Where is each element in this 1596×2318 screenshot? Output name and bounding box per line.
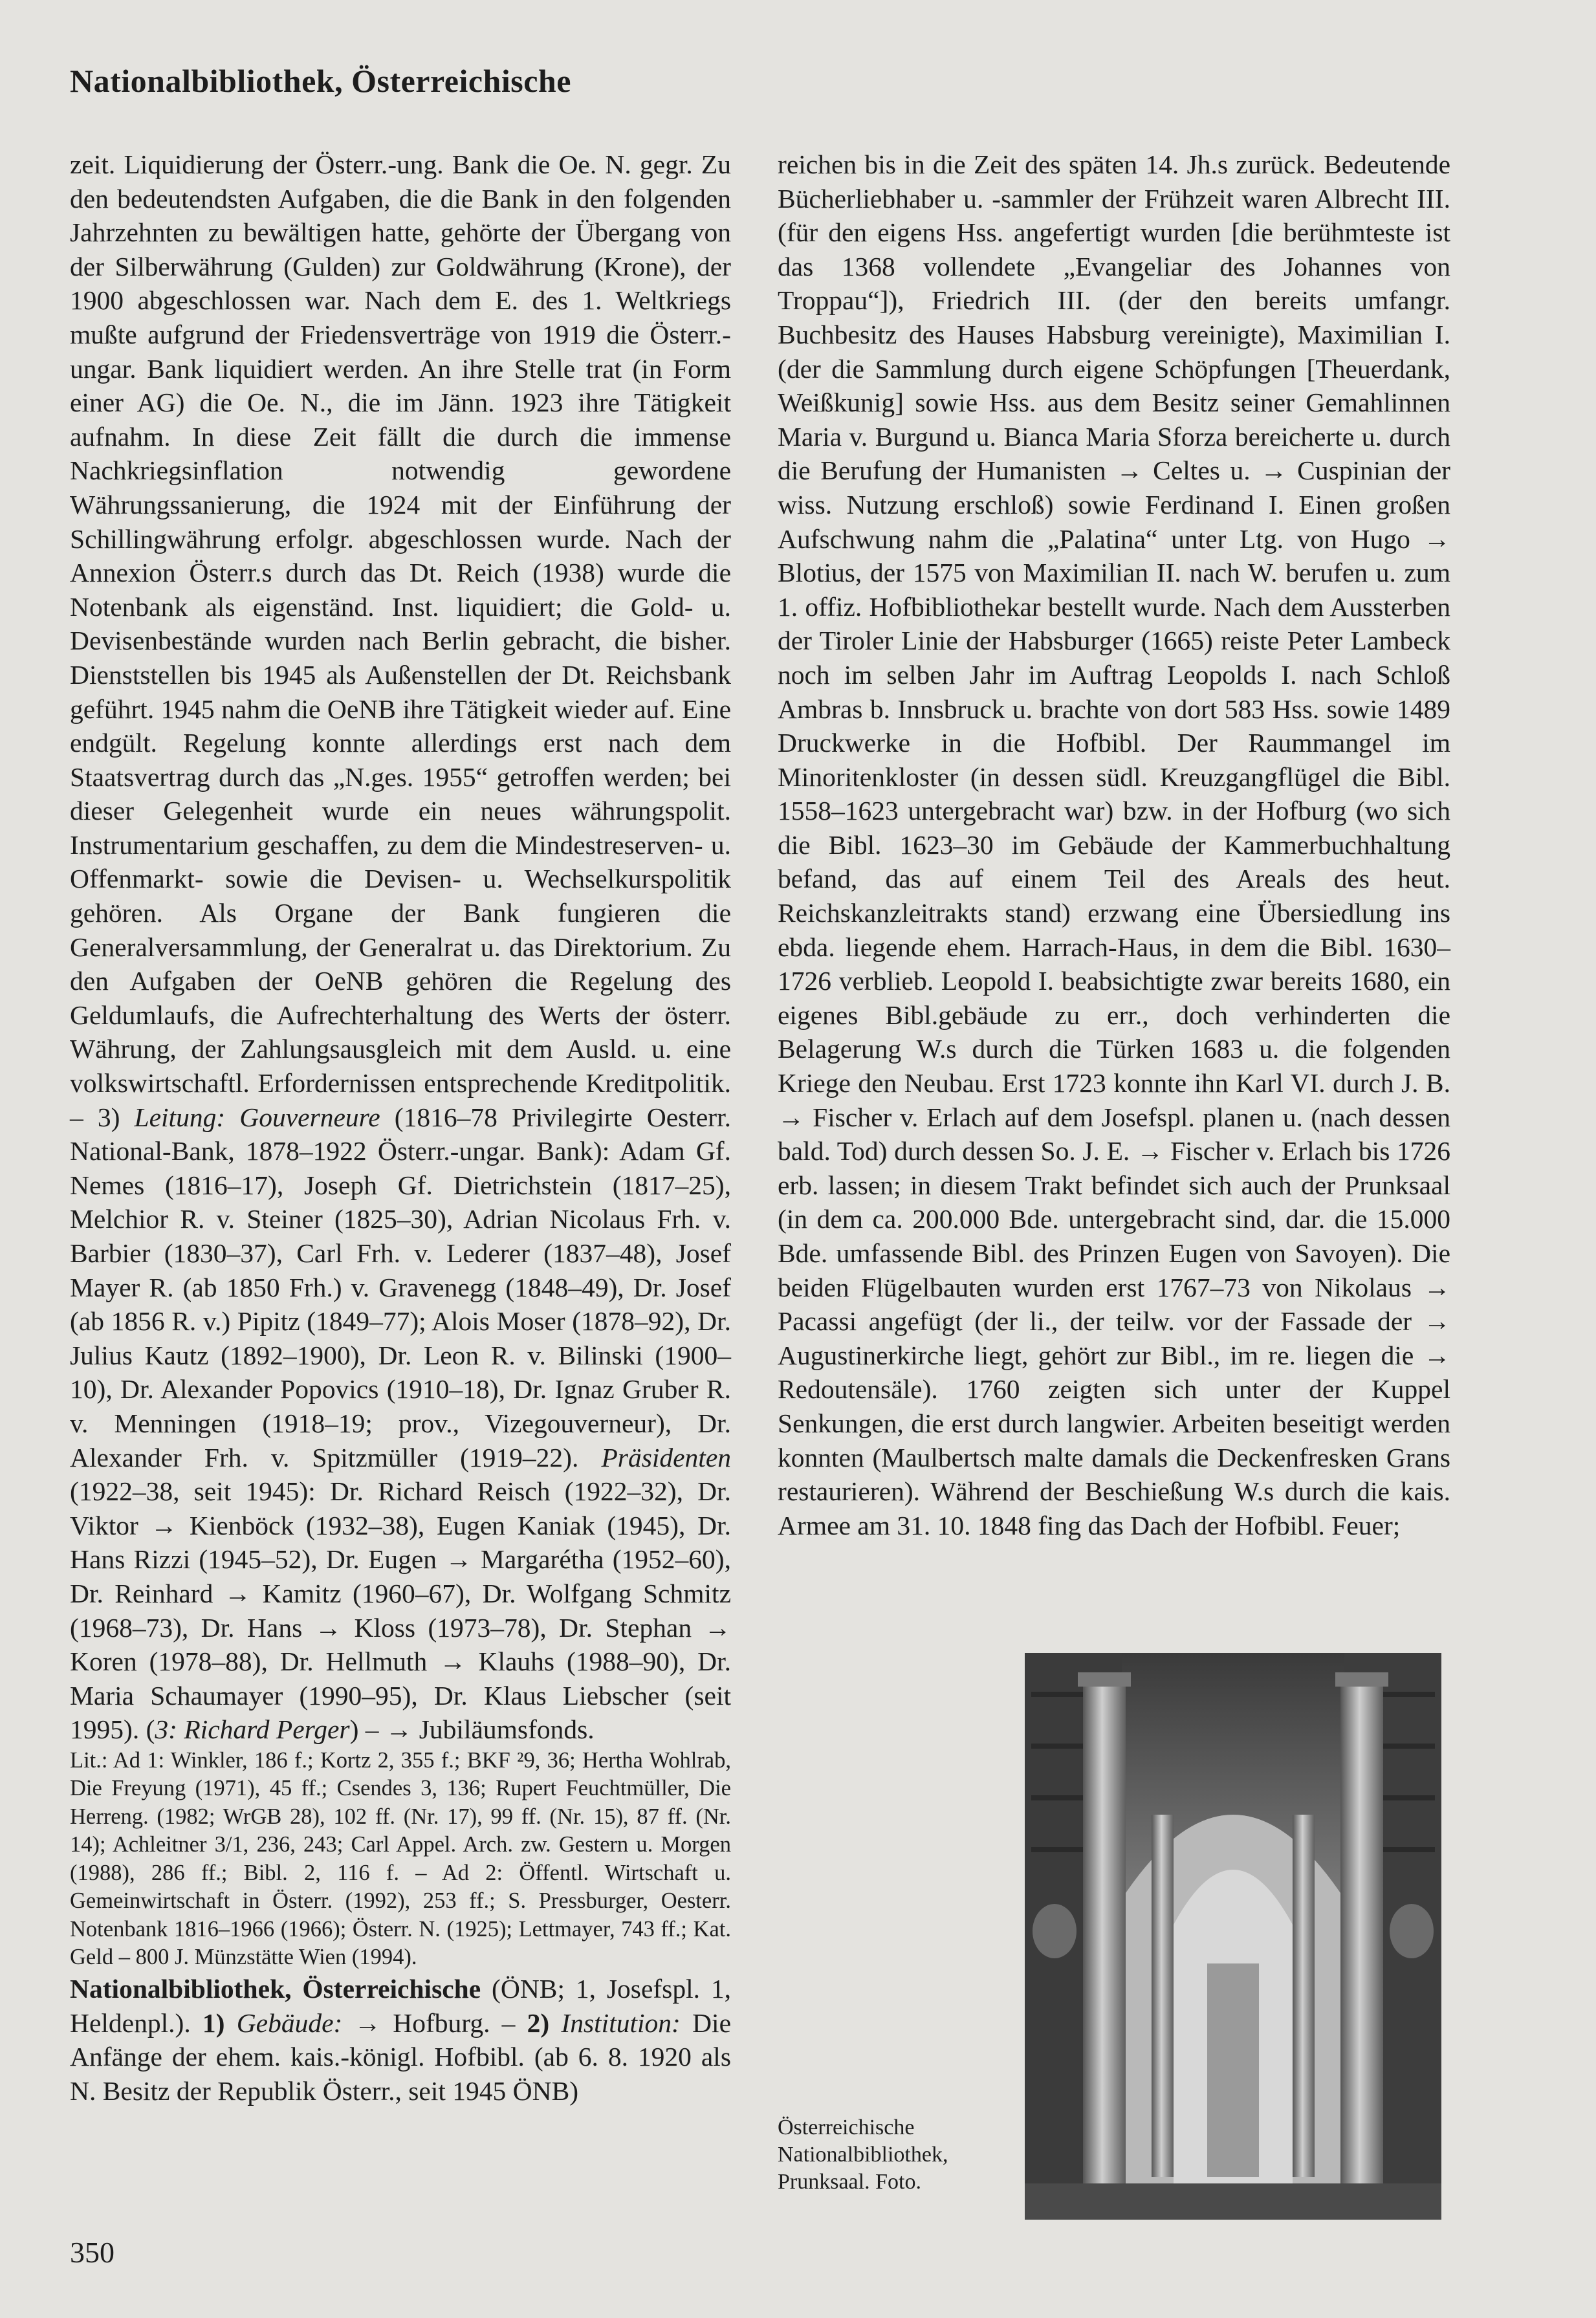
prunksaal-photo	[1025, 1653, 1441, 2220]
encyclopedia-entry: Nationalbibliothek, Österreichische (ÖNB; 1, Josefspl. 1, Heldenpl.). 1) Gebäude: → Hofburg. – 2) Institution: Die Anfänge der ehem. kais.-königl. Hofbibl. (ab 6. 8. 1920 als N. Besitz der Republik Österr., seit 1945 ÖNB)	[70, 1973, 731, 2106]
page-number: 350	[70, 2236, 115, 2269]
figure-caption: Österreichische Nationalbibliothek, Prunksaal. Foto.	[778, 2116, 948, 2194]
body-paragraph: reichen bis in die Zeit des späten 14. Jh.s zurück. Bedeutende Bücherliebhaber u. -sammler der Frühzeit waren Albrecht III. (für den eigens Hss. angefertigt wurden [die berühmteste ist das 1368 vollendete „Evangeliar des Johannes von Troppau“]), Friedrich III. (der den bereits umfangr. Buchbesitz des Hauses Habsburg vereinigte), Maximilian I. (der die Sammlung durch eigene Schöpfungen [Theuerdank, Weißkunig] sowie Hss. aus dem Besitz seiner Gemahlinnen Maria v. Burgund u. Bianca Maria Sforza bereicherte u. durch die Berufung der Humanisten → Celtes u. → Cuspinian der wiss. Nutzung erschloß) sowie Ferdinand I. Einen großen Aufschwung nahm die „Palatina“ unter Ltg. von Hugo → Blotius, der 1575 von Maximilian II. nach W. berufen u. zum 1. offiz. Hofbibliothekar bestellt wurde. Nach dem Aussterben der Tiroler Linie der Habsburger (1665) reiste Peter Lambeck noch im selben Jahr im Auftrag Leopolds I. nach Schloß Ambras b. Innsbruck u. brachte von dort 583 Hss. sowie 1489 Druckwerke in die Hofbibl. Der Raummangel im Minoritenkloster (in dessen südl. Kreuzgangflügel die Bibl. 1558–1623 untergebracht war) bzw. in der Hofburg (wo sich die Bibl. 1623–30 im Gebäude der Kammerbuchhaltung befand, das auf einem Teil des Areals des heut. Reichskanzleitrakts stand) erzwang eine Übersiedlung ins ebda. liegende ehem. Harrach-Haus, in dem die Bibl. 1630–1726 verblieb. Leopold I. beabsichtigte zwar bereits 1680, ein eigenes Bibl.gebäude zu err., doch verhinderten die Belagerung W.s durch die Türken 1683 u. die folgenden Kriege den Neubau. Erst 1723 konnte ihn Karl VI. durch J. B. → Fischer v. Erlach auf dem Josefspl. planen u. (nach dessen bald. Tod) durch dessen So. J. E. → Fischer v. Erlach bis 1726 erb. lassen; in diesem Trakt befindet sich auch der Prunksaal (in dem ca. 200.000 Bde. untergebracht sind, dar. die 15.000 Bde. umfassende Bibl. des Prinzen Eugen von Savoyen). Die beiden Flügelbauten wurden erst 1767–73 von Nikolaus → Pacassi angefügt (der li., der teilw. vor der Fassade der → Augustinerkirche liegt, gehört zur Bibl., im re. liegen die → Redoutensäle). 1760 zeigten sich unter der Kuppel Senkungen, die erst durch langwier. Arbeiten beseitigt werden konnten (Maulbertsch malte damals die Deckenfresken Grans restaurieren). Während der Beschießung W.s durch die kais. Armee am 31. 10. 1848 fing das Dach der Hofbibl. Feuer;	[778, 149, 1450, 1540]
right-column	[778, 148, 1450, 1542]
body-text: (1922–38, seit 1945): Dr. Richard Reisch (1922–32), Dr. Viktor → Kienböck (1932–38), Eugen Kaniak (1945), Dr. Hans Rizzi (1945–52), Dr. Eugen → Margarétha (1952–60), Dr. Reinhard → Kamitz (1960–67), Dr. Wolfgang Schmitz (1968–73), Dr. Hans → Kloss (1973–78), Dr. Stephan → Koren (1978–88), Dr. Hellmuth → Klauhs (1988–90), Dr. Maria Schaumayer (1990–95), Dr. Klaus Liebscher (seit 1995). (	[70, 1476, 731, 1745]
entry-label-gebaeude: Gebäude:	[236, 2007, 343, 2038]
section-label-praesidenten: Präsidenten	[601, 1442, 731, 1472]
literature-references: Lit.: Ad 1: Winkler, 186 f.; Kortz 2, 355 f.; BKF ²9, 36; Hertha Wohlrab, Die Freyung (1971), 45 ff.; Csendes 3, 136; Rupert Feuchtmüller, Die Herreng. (1982; WrGB 28), 102 ff. (Nr. 17), 99 ff. (Nr. 15), 87 ff. (Nr. 14); Achleitner 3/1, 236, 243; Carl Appel. Arch. zw. Gestern u. Morgen (1988), 286 ff.; Bibl. 2, 116 f. – Ad 2: Öffentl. Wirtschaft u. Gemeinwirtschaft in Österr. (1992), 253 ff.; S. Pressburger, Oesterr. Notenbank 1816–1966 (1966); Österr. N. (1925); Lettmayer, 743 ff.; Kat. Geld – 800 J. Münzstätte Wien (1994).	[70, 1747, 731, 1970]
entry-label-institution: Institution:	[561, 2007, 681, 2038]
left-column	[70, 148, 731, 2108]
running-header: Nationalbibliothek, Österreichische	[70, 63, 571, 99]
body-text: (1816–78 Privilegirte Oesterr. National-Bank, 1878–1922 Österr.-ungar. Bank): Adam Gf. Nemes (1816–17), Joseph Gf. Dietrichstein (1817–25), Melchior R. v. Steiner (1825–30), Adrian Nicolaus Frh. v. Barbier (1830–37), Carl Frh. v. Lederer (1837–48), Josef Mayer R. (ab 1850 Frh.) v. Gravenegg (1848–49), Dr. Josef (ab 1856 R. v.) Pipitz (1849–77); Alois Moser (1878–92), Dr. Julius Kautz (1892–1900), Dr. Leon R. v. Bilinski (1900–10), Dr. Alexander Popovics (1910–18), Dr. Ignaz Gruber R. v. Menningen (1918–19; prov., Vizegouverneur), Dr. Alexander Frh. v. Spitzmüller (1919–22).	[70, 1102, 731, 1472]
author-credit: 3: Richard Perger	[155, 1714, 350, 1745]
entry-title: Nationalbibliothek, Österreichische	[70, 1973, 481, 2004]
body-text: zeit. Liquidierung der Österr.-ung. Bank die Oe. N. gegr. Zu den bedeutendsten Aufgaben, die die Bank in den folgenden Jahrzehnten zu bewältigen hatte, gehörte der Übergang von der Silberwährung (Gulden) zur Goldwährung (Krone), der 1900 abgeschlossen war. Nach dem E. des 1. Weltkriegs mußte aufgrund der Friedensverträge von 1919 die Österr.-ungar. Bank liquidiert werden. An ihre Stelle trat (in Form einer AG) die Oe. N., die im Jänn. 1923 ihre Tätigkeit aufnahm. In diese Zeit fällt die durch die immense Nachkriegsinflation notwendig gewordene Währungssanierung, die 1924 mit der Einführung der Schillingwährung erfolgr. abgeschlossen wurde. Nach der Annexion Österr.s durch das Dt. Reich (1938) wurde die Notenbank als eigenständ. Inst. liquidiert; die Gold- u. Devisenbestände wurden nach Berlin gebracht, die bisher. Dienststellen bis 1945 als Außenstellen der Dt. Reichsbank geführt. 1945 nahm die OeNB ihre Tätigkeit wieder auf. Eine endgült. Regelung konnte allerdings erst nach dem Staatsvertrag durch das „N.ges. 1955“ getroffen werden; bei dieser Gelegenheit wurde ein neues währungspolit. Instrumentarium geschaffen, zu dem die Mindestreserven- u. Offenmarkt- sowie die Devisen- u. Wechselkurspolitik gehören. Als Organe der Bank fungieren die Generalversammlung, der Generalrat u. das Direktorium. Zu den Aufgaben der OeNB gehören die Regelung des Geldumlaufs, die Aufrechterhaltung des Werts der österr. Währung, der Zahlungsausgleich mit dem Ausld. u. eine volkswirtschaftl. Erfordernissen entsprechende Kreditpolitik.	[70, 149, 731, 1099]
body-paragraph: zeit. Liquidierung der Österr.-ung. Bank die Oe. N. gegr. Zu den bedeutendsten Aufgaben, die die Bank in den folgenden Jahrzehnten zu bewältigen hatte, gehörte der Übergang von der Silberwährung (Gulden) zur Goldwährung (Krone), der 1900 abgeschlossen war. Nach dem E. des 1. Weltkriegs mußte aufgrund der Friedensverträge von 1919 die Österr.-ungar. Bank liquidiert werden. An ihre Stelle trat (in Form einer AG) die Oe. N., die im Jänn. 1923 ihre Tätigkeit aufnahm. In diese Zeit fällt die durch die immense Nachkriegsinflation notwendig gewordene Währungssanierung, die 1924 mit der Einführung der Schillingwährung erfolgr. abgeschlossen wurde. Nach der Annexion Österr.s durch das Dt. Reich (1938) wurde die Notenbank als eigenständ. Inst. liquidiert; die Gold- u. Devisenbestände wurden nach Berlin gebracht, die bisher. Dienststellen bis 1945 als Außenstellen der Dt. Reichsbank geführt. 1945 nahm die OeNB ihre Tätigkeit wieder auf. Eine endgült. Regelung konnte allerdings erst nach dem Staatsvertrag durch das „N.ges. 1955“ getroffen werden; bei dieser Gelegenheit wurde ein neues währungspolit. Instrumentarium geschaffen, zu dem die Mindestreserven- u. Offenmarkt- sowie die Devisen- u. Wechselkurspolitik gehören. Als Organe der Bank fungieren die Generalversammlung, der Generalrat u. das Direktorium. Zu den Aufgaben der OeNB gehören die Regelung des Geldumlaufs, die Aufrechterhaltung des Werts der österr. Währung, der Zahlungsausgleich mit dem Ausld. u. eine volkswirtschaftl. Erfordernissen entsprechende Kreditpolitik. – 3) Leitung: Gouverneure (1816–78 Privilegirte Oesterr. National-Bank, 1878–1922 Österr.-ungar. Bank): Adam Gf. Nemes (1816–17), Joseph Gf. Dietrichstein (1817–25), Melchior R. v. Steiner (1825–30), Adrian Nicolaus Frh. v. Barbier (1830–37), Carl Frh. v. Lederer (1837–48), Josef Mayer R. (ab 1850 Frh.) v. Gravenegg (1848–49), Dr. Josef (ab 1856 R. v.) Pipitz (1849–77); Alois Moser (1878–92), Dr. Julius Kautz (1892–1900), Dr. Leon R. v. Bilinski (1900–10), Dr. Alexander Popovics (1910–18), Dr. Ignaz Gruber R. v. Menningen (1918–19; prov., Vizegouverneur), Dr. Alexander Frh. v. Spitzmüller (1919–22). Präsidenten (1922–38, seit 1945): Dr. Richard Reisch (1922–32), Dr. Viktor → Kienböck (1932–38), Eugen Kaniak (1945), Dr. Hans Rizzi (1945–52), Dr. Eugen → Margarétha (1952–60), Dr. Reinhard → Kamitz (1960–67), Dr. Wolfgang Schmitz (1968–73), Dr. Hans → Kloss (1973–78), Dr. Stephan → Koren (1978–88), Dr. Hellmuth → Klauhs (1988–90), Dr. Maria Schaumayer (1990–95), Dr. Klaus Liebscher (seit 1995). (3: Richard Perger) – → Jubiläumsfonds.	[70, 149, 731, 1745]
library-hall-illustration	[1025, 1653, 1441, 2220]
section-label-leitung: Leitung: Gouverneure	[134, 1102, 380, 1132]
